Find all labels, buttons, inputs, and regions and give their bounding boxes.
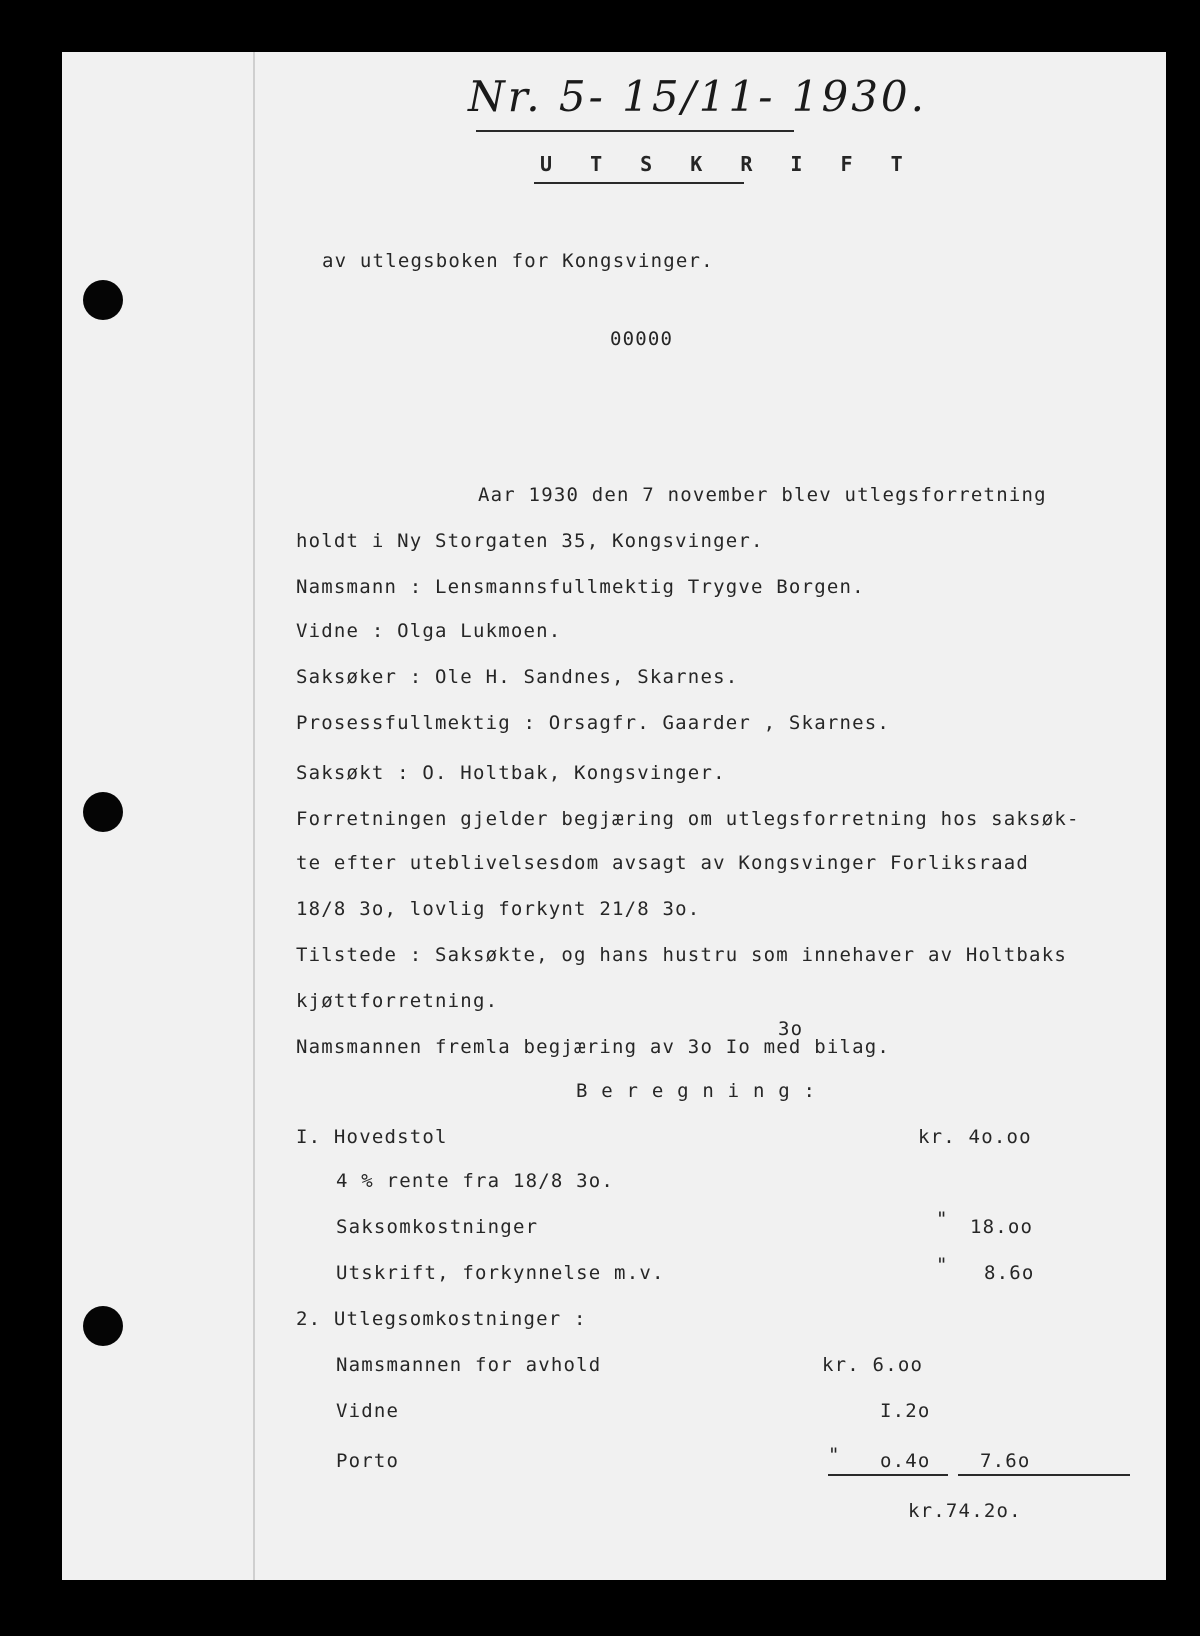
item-label: I. Hovedstol — [296, 1126, 448, 1148]
sum-underline — [828, 1474, 948, 1476]
beregning-heading: B e r e g n i n g : — [576, 1080, 817, 1102]
ditto-mark: " — [828, 1444, 841, 1466]
item-label: Vidne — [336, 1400, 400, 1422]
item-label: Porto — [336, 1450, 400, 1472]
body-line: Aar 1930 den 7 november blev utlegsforretning — [478, 484, 1047, 506]
punch-hole — [83, 792, 123, 832]
body-line: te efter uteblivelsesdom avsagt av Kongsvinger Forliksraad — [296, 852, 1030, 874]
body-line: Saksøkt : O. Holtbak, Kongsvinger. — [296, 762, 726, 784]
item-amount: kr. 6.oo — [822, 1354, 924, 1376]
item-amount: kr. 4o.oo — [918, 1126, 1032, 1148]
ditto-mark: " — [936, 1208, 949, 1230]
item-amount: 18.oo — [970, 1216, 1034, 1238]
punch-hole — [83, 280, 123, 320]
item-label: 2. Utlegsomkostninger : — [296, 1308, 587, 1330]
margin-line — [253, 52, 255, 1580]
body-line: Namsmann : Lensmannsfullmektig Trygve Borgen. — [296, 576, 865, 598]
body-line: 18/8 3o, lovlig forkynt 21/8 3o. — [296, 898, 701, 920]
total-amount: kr.74.2o. — [908, 1500, 1022, 1522]
header-underline — [476, 130, 794, 132]
item-amount: 8.6o — [984, 1262, 1035, 1284]
separator-mark: 00000 — [610, 328, 674, 350]
punch-hole — [83, 1306, 123, 1346]
body-line: holdt i Ny Storgaten 35, Kongsvinger. — [296, 530, 764, 552]
body-line: Saksøker : Ole H. Sandnes, Skarnes. — [296, 666, 739, 688]
superscript-30: 3o — [778, 1018, 804, 1040]
title-underline — [534, 182, 744, 184]
body-line: Prosessfullmektig : Orsagfr. Gaarder , Skarnes. — [296, 712, 891, 734]
item-amount: o.4o — [880, 1450, 931, 1472]
body-line: Vidne : Olga Lukmoen. — [296, 620, 562, 642]
sum-underline — [958, 1474, 1130, 1476]
document-subtitle: av utlegsboken for Kongsvinger. — [322, 250, 714, 272]
body-line: Tilstede : Saksøkte, og hans hustru som innehaver av Holtbaks — [296, 944, 1067, 966]
item-label: Namsmannen for avhold — [336, 1354, 602, 1376]
body-line: kjøttforretning. — [296, 990, 499, 1012]
body-line: Forretningen gjelder begjæring om utlegsforretning hos saksøk- — [296, 808, 1080, 830]
handwritten-case-number: Nr. 5- 15/11- 1930. — [468, 72, 927, 121]
item-label: Utskrift, forkynnelse m.v. — [336, 1262, 665, 1284]
item-amount: I.2o — [880, 1400, 931, 1422]
subtotal-amount: 7.6o — [980, 1450, 1031, 1472]
ditto-mark: " — [936, 1254, 949, 1276]
document-title: U T S K R I F T — [540, 152, 916, 176]
item-label: Saksomkostninger — [336, 1216, 539, 1238]
body-line: Namsmannen fremla begjæring av 3o Io med bilag. — [296, 1036, 891, 1058]
item-label: 4 % rente fra 18/8 3o. — [336, 1170, 615, 1192]
